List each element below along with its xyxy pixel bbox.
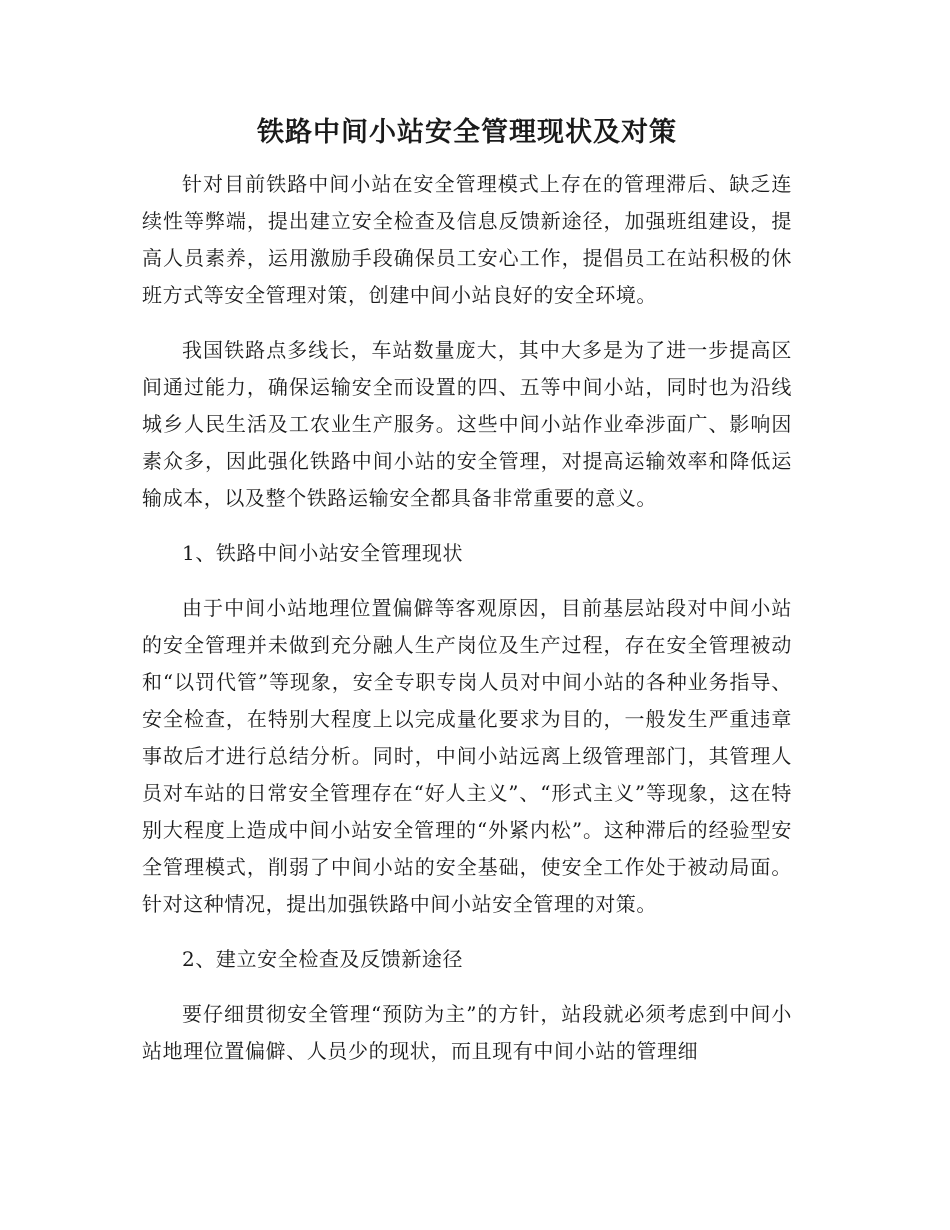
section-heading-1: 1、铁路中间小站安全管理现状: [182, 541, 464, 565]
background-paragraph: 我国铁路点多线长，车站数量庞大，其中大多是为了进一步提高区间通过能力，确保运输安全而设置的四、五等中间小站，同时也为沿线城乡人民生活及工农业生产服务。这些中间小站作业牵涉面广、影响因素众多，因此强化铁路中间小站的安全管理，对提高运输效率和降低运输成本，以及整个铁路运输安全都具备非常重要的意义。: [142, 338, 792, 510]
document-page: [142, 108, 792, 1088]
section-1-paragraph: 由于中间小站地理位置偏僻等客观原因，目前基层站段对中间小站的安全管理并未做到充分融人生产岗位及生产过程，存在安全管理被动和“以罚代管”等现象，安全专职专岗人员对中间小站的各种业务指导、安全检查，在特别大程度上以完成量化要求为目的，一般发生严重违章事故后才进行总结分析。同时，中间小站远离上级管理部门，其管理人员对车站的日常安全管理存在“好人主义”、“形式主义”等现象，这在特别大程度上造成中间小站安全管理的“外紧内松”。这种滞后的经验型安全管理模式，削弱了中间小站的安全基础，使安全工作处于被动局面。针对这种情况，提出加强铁路中间小站安全管理的对策。: [142, 596, 792, 916]
section-heading-2: 2、建立安全检查及反馈新途径: [182, 947, 464, 971]
section-2-paragraph: 要仔细贯彻安全管理“预防为主”的方针，站段就必须考虑到中间小站地理位置偏僻、人员少的现状，而且现有中间小站的管理细: [142, 1002, 792, 1063]
document-title: 铁路中间小站安全管理现状及对策: [257, 117, 677, 148]
intro-paragraph: 针对目前铁路中间小站在安全管理模式上存在的管理滞后、缺乏连续性等弊端，提出建立安全检查及信息反馈新途径，加强班组建设，提高人员素养，运用激励手段确保员工安心工作，提倡员工在站积极的休班方式等安全管理对策，创建中间小站良好的安全环境。: [142, 172, 792, 307]
